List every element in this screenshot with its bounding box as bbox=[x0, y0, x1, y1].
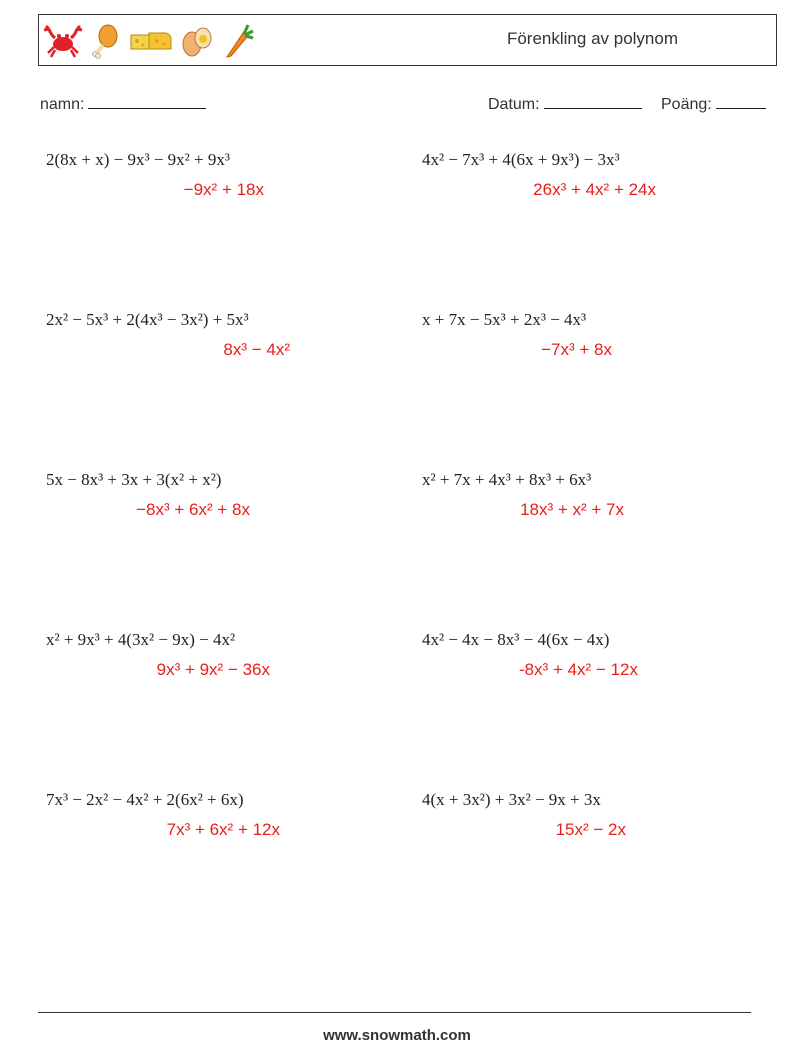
carrot-icon bbox=[221, 23, 255, 59]
name-line[interactable] bbox=[88, 94, 206, 109]
problem-answer: 18x³ + x² + 7x bbox=[520, 500, 624, 519]
problem-10 bbox=[422, 790, 601, 810]
problem-answer: 26x³ + 4x² + 24x bbox=[533, 180, 656, 199]
problem-question: 2x² − 5x³ + 2(4x³ − 3x²) + 5x³ bbox=[46, 310, 249, 329]
problem-answer: 15x² − 2x bbox=[555, 820, 626, 839]
chicken-leg-icon bbox=[89, 23, 123, 59]
date-label: Datum: bbox=[488, 96, 540, 113]
problem-answer: −8x³ + 6x² + 8x bbox=[136, 500, 250, 519]
eggs-icon bbox=[179, 23, 215, 59]
problem-question: 5x − 8x³ + 3x + 3(x² + x²) bbox=[46, 470, 222, 489]
problem-6 bbox=[422, 470, 591, 490]
problem-question: 4x² − 7x³ + 4(6x + 9x³) − 3x³ bbox=[422, 150, 620, 169]
header-icons bbox=[43, 21, 255, 61]
problem-answer: -8x³ + 4x² − 12x bbox=[518, 660, 638, 679]
problem-4 bbox=[422, 310, 586, 330]
problem-answer: 7x³ + 6x² + 12x bbox=[166, 820, 280, 839]
crab-icon bbox=[43, 23, 83, 59]
problem-5 bbox=[46, 470, 221, 490]
score-label: Poäng: bbox=[661, 96, 712, 113]
name-field[interactable] bbox=[40, 94, 206, 114]
name-label: namn: bbox=[40, 96, 85, 113]
date-line[interactable] bbox=[544, 94, 642, 109]
problem-question: x² + 9x³ + 4(3x² − 9x) − 4x² bbox=[46, 630, 236, 649]
problem-question: x + 7x − 5x³ + 2x³ − 4x³ bbox=[422, 310, 587, 329]
problem-question: 4x² − 4x − 8x³ − 4(6x − 4x) bbox=[422, 630, 610, 649]
problem-1 bbox=[46, 150, 230, 170]
problem-question: 4(x + 3x²) + 3x² − 9x + 3x bbox=[422, 790, 601, 809]
problem-9 bbox=[46, 790, 244, 810]
footer-website[interactable]: www.snowmath.com bbox=[323, 1027, 471, 1044]
problem-question: 2(8x + x) − 9x³ − 9x² + 9x³ bbox=[46, 150, 230, 169]
problem-2 bbox=[422, 150, 620, 170]
worksheet-header bbox=[38, 14, 777, 66]
worksheet-title: Förenkling av polynom bbox=[506, 29, 678, 48]
problem-answer: −9x² + 18x bbox=[183, 180, 264, 199]
problem-answer: −7x³ + 8x bbox=[541, 340, 612, 359]
cheese-icon bbox=[129, 23, 173, 59]
footer-divider bbox=[38, 1012, 751, 1013]
problem-answer: 9x³ + 9x² − 36x bbox=[156, 660, 270, 679]
problem-answer: 8x³ − 4x² bbox=[223, 340, 290, 359]
problem-3 bbox=[46, 310, 249, 330]
problem-7 bbox=[46, 630, 235, 650]
problem-8 bbox=[422, 630, 609, 650]
problem-question: x² + 7x + 4x³ + 8x³ + 6x³ bbox=[422, 470, 592, 489]
score-field[interactable] bbox=[661, 94, 766, 114]
problem-question: 7x³ − 2x² − 4x² + 2(6x² + 6x) bbox=[46, 790, 244, 809]
date-field[interactable] bbox=[488, 94, 642, 114]
score-line[interactable] bbox=[716, 94, 766, 109]
